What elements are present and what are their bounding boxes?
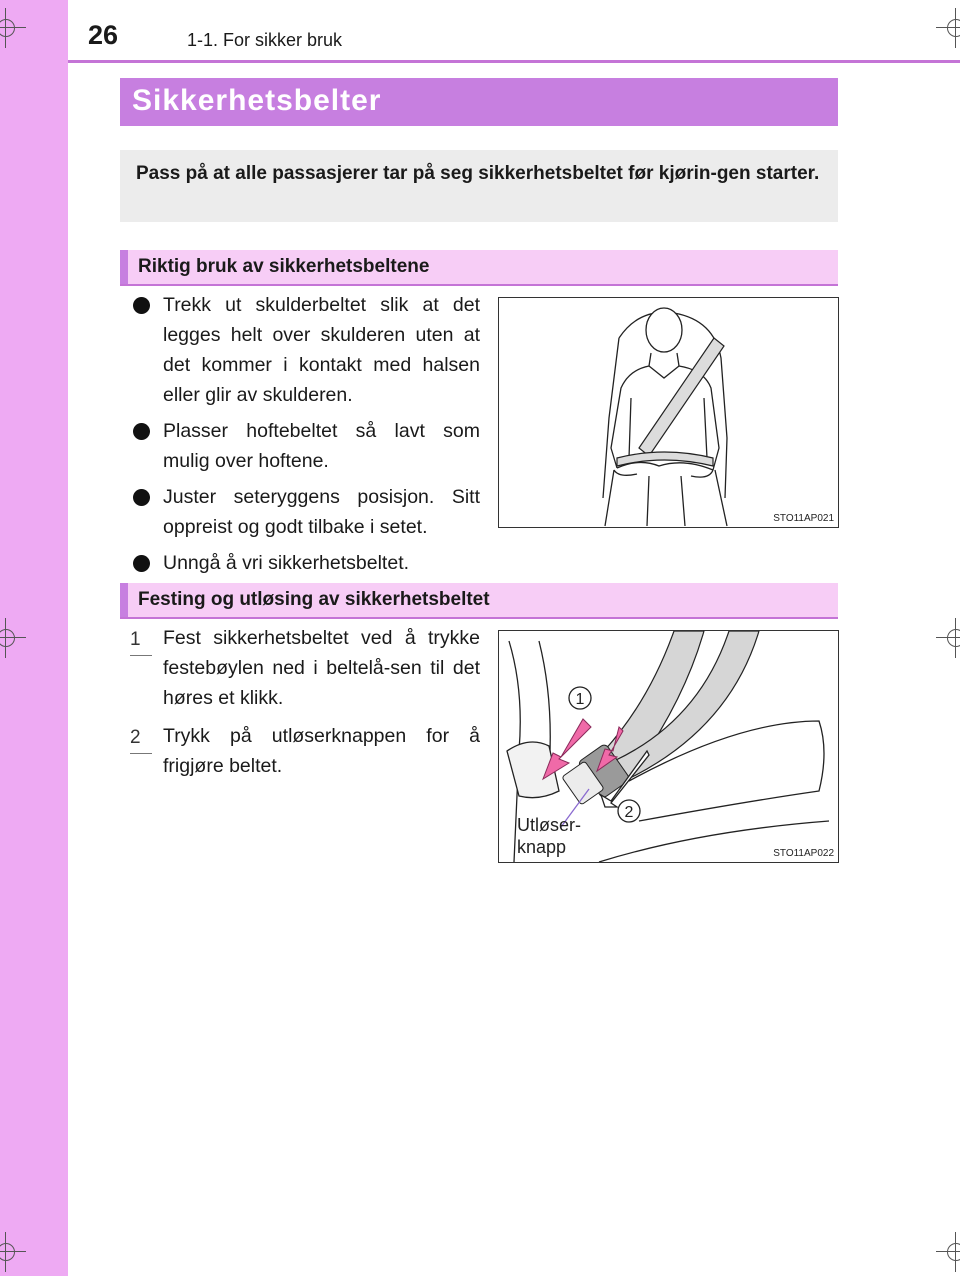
bullet-icon	[133, 297, 150, 314]
list-item: Plasser hoftebeltet så lavt som mulig over hoftene.	[130, 416, 480, 476]
callout-2: 2	[624, 804, 634, 821]
step-number: 1	[130, 625, 152, 656]
crop-mark-bottom-right	[936, 1232, 960, 1272]
list-item: Trekk ut skulderbeltet slik at det legges helt over skulderen uten at det kommer i kontakt med halsen eller glir av skulderen.	[130, 290, 480, 410]
section-heading-text: Riktig bruk av sikkerhetsbeltene	[138, 256, 430, 277]
figure-code: STO11AP021	[773, 513, 834, 524]
figure-buckle	[498, 630, 839, 863]
bullet-icon	[133, 423, 150, 440]
list-item: Juster seteryggens posisjon. Sitt oppreist og godt tilbake i setet.	[130, 482, 480, 542]
chapter-title: 1-1. For sikker bruk	[187, 30, 343, 50]
crop-mark-top-left	[0, 8, 26, 48]
callout-1: 1	[575, 691, 585, 708]
bullet-list	[130, 290, 480, 584]
bullet-icon	[133, 489, 150, 506]
intro-box	[120, 150, 838, 222]
crop-mark-bottom-left	[0, 1232, 26, 1272]
crop-mark-mid-right	[936, 618, 960, 658]
list-item: Unngå å vri sikkerhetsbeltet.	[130, 548, 480, 578]
figure-code: STO11AP022	[773, 848, 834, 859]
seated-person-illustration	[499, 298, 838, 527]
crop-mark-top-right	[936, 8, 960, 48]
section-heading-text: Festing og utløsing av sikkerhetsbeltet	[138, 589, 490, 610]
step-number: 2	[130, 723, 152, 754]
step-item	[130, 721, 480, 781]
page-number: 26	[88, 20, 119, 50]
step-text: Trykk på utløserknappen for å frigjøre beltet.	[163, 725, 480, 777]
crop-mark-mid-left	[0, 618, 26, 658]
section-heading-correct-use	[120, 250, 838, 286]
release-button-label: Utløser- knapp	[517, 815, 581, 857]
header-rule	[68, 60, 960, 63]
step-item	[130, 623, 480, 713]
bullet-icon	[133, 555, 150, 572]
figure-seated-person-belt	[498, 297, 839, 528]
page-title-bar	[120, 78, 838, 126]
step-list	[130, 623, 480, 789]
shoulder-belt-icon	[639, 338, 724, 456]
step-text: Fest sikkerhetsbeltet ved å trykke festebøylen ned i beltelå-sen til det høres et klikk.	[163, 627, 480, 709]
intro-text: Pass på at alle passasjerer tar på seg sikkerhetsbeltet før kjørin-gen starter.	[136, 163, 820, 184]
section-heading-fasten-release	[120, 583, 838, 619]
page-title: Sikkerhetsbelter	[132, 84, 382, 117]
